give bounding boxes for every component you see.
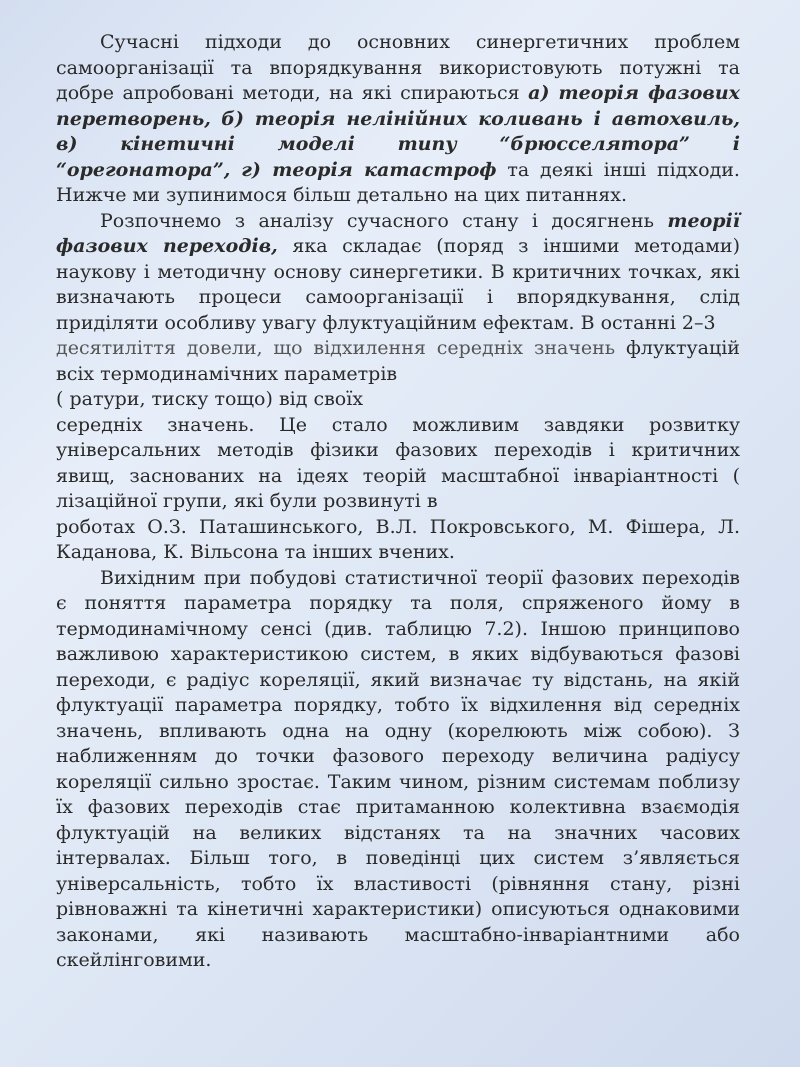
document-page — [56, 30, 740, 974]
p1-tail: та деякі інші підходи. — [507, 158, 740, 181]
paragraph-1 — [56, 30, 740, 209]
p2-line-c: середніх значень. Це стало можливим завдяки розвитку універсальних методів фізики фазових переходів і критичних явищ, заснованих на ідеях теорій масштабної інваріантності ( лізаційної групи, які були розвинуті в — [56, 413, 740, 512]
p1-item-c: в) кінетичні моделі типу “брюсселятора” і “орегонатора”, — [56, 133, 740, 181]
p2-line-d: роботах О.З. Паташинського, В.Л. Покровського, М. Фішера, Л. Каданова, К. Вільсона та інших вчених. — [56, 515, 740, 563]
p1-closing: Нижче ми зупинимося більш детально на цих питаннях. — [56, 184, 627, 206]
p2-line-a-hidden: десятиліття довели, що відхилення середніх значень — [56, 337, 616, 359]
p2-line-a-text: флуктуацій всіх термодинамічних параметрів — [56, 337, 740, 385]
paragraph-3: Вихідним при побудові статистичної теорії фазових переходів є поняття параметра порядку та поля, спряженого йому в термодинамічному сенсі (див. таблицю 7.2). Іншою принципово важливою характеристикою систем, в яких відбуваються фазові переходи, є радіус кореляції, який визначає ту відстань, на якій флуктуації параметра порядку, тобто їх відхилення від середніх значень, впливають одна на одну (корелюють між собою). З наближенням до точки фазового переходу величина радіусу кореляції сильно зростає. Таким чином, різним системам поблизу їх фазових переходів стає притаманною колективна взаємодія флуктуацій на великих відстанях та на значних часових інтервалах. Більш того, в поведінці цих систем з’являється універсальність, тобто їх властивості (рівняння стану, різні рівноважні та кінетичні характеристики) описуються однаковими законами, які називають масштабно-інваріантними або скейлінговими. — [56, 566, 740, 971]
p1-item-g: г) теорія катастроф — [241, 158, 497, 181]
p1-item-b: б) теорія нелінійних коливань і автохвиль, — [221, 107, 740, 130]
p2-lead: Розпочнемо з аналізу сучасного стану і досягнень — [100, 209, 654, 232]
p2-body: яка складає (поряд з іншими методами) наукову і методичну основу синергетики. В критичних точках, які визначають процеси самоорганізації і впорядкування, слід приділяти особливу увагу флуктуаційним ефектам. В останні 2–3 — [56, 235, 740, 334]
p2-line-a — [56, 336, 740, 387]
paragraph-2 — [56, 209, 740, 337]
p1-item-a: а) теорія фазових перетворень, — [56, 82, 740, 130]
p2-line-b: ( ратури, тиску тощо) від своїх — [56, 388, 364, 410]
p2-term: теорії фазових переходів, — [56, 209, 740, 257]
p1-lead: Сучасні підходи до основних синергетичних проблем самоорганізації та впорядкування використовують потужні та добре апробовані методи, на які спираються — [56, 31, 740, 104]
